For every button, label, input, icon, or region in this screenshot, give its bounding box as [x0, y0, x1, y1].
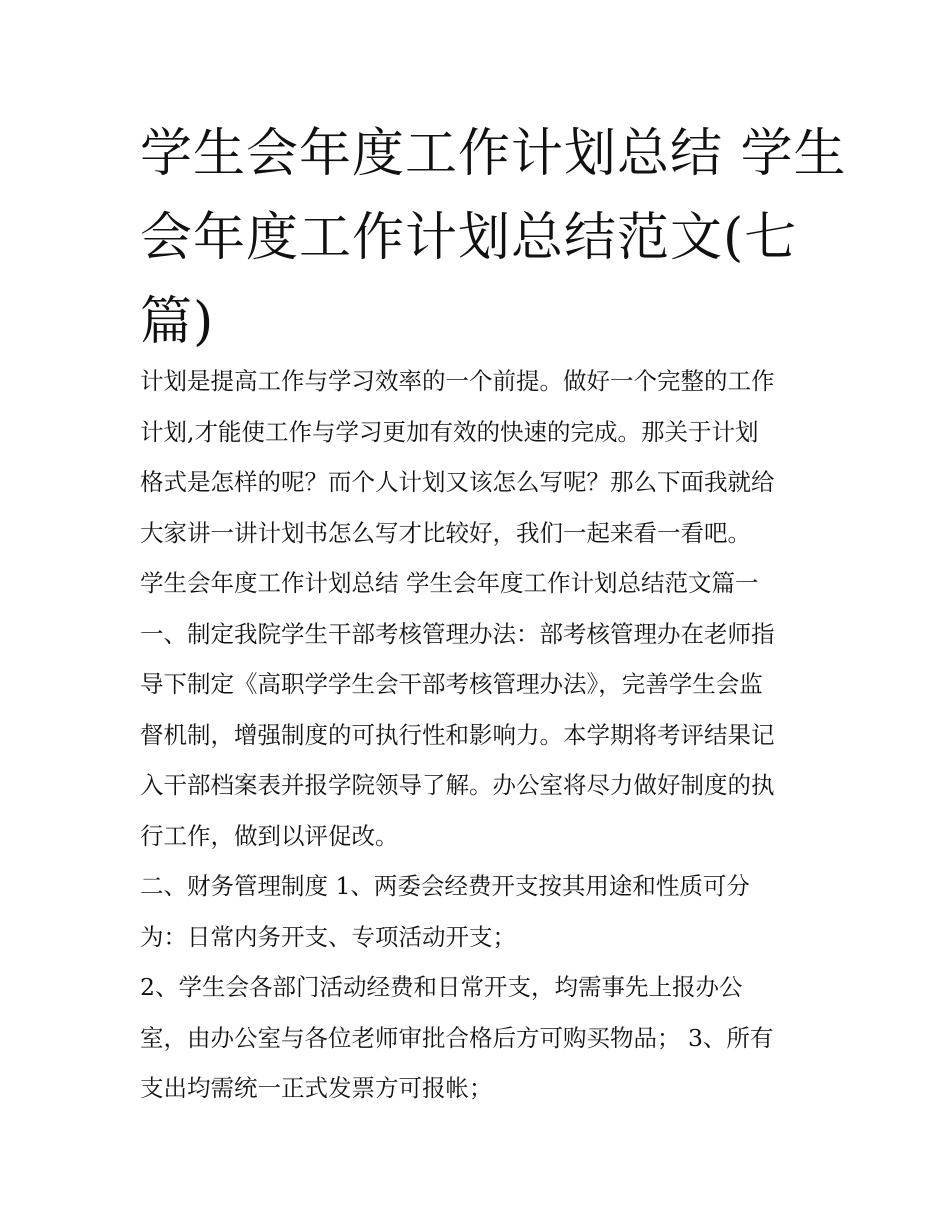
body-line: 计划,才能使工作与学习更加有效的快速的完成。那关于计划 [140, 417, 759, 446]
body-line: 导下制定《高职学学生会干部考核管理办法》，完善学生会监 [140, 670, 763, 698]
body-line: 入干部档案表并报学院领导了解。办公室将尽力做好制度的执 [140, 771, 775, 799]
body-line: 督机制，增强制度的可执行性和影响力。本学期将考评结果记 [140, 720, 775, 749]
body-line: 行工作，做到以评促改。 [140, 821, 399, 850]
body-line: 支出均需统一正式发票方可报帐； [140, 1074, 493, 1102]
document-body [140, 356, 820, 1114]
body-line: 一、制定我院学生干部考核管理办法：部考核管理办在老师指 [140, 619, 775, 648]
document-title [140, 112, 847, 364]
body-line: 计划是提高工作与学习效率的一个前提。做好一个完整的工作 [140, 367, 775, 395]
body-line: 二、财务管理制度 1、两委会经费开支按其用途和性质可分 [140, 872, 750, 900]
body-line: 为：日常内务开支、专项活动开支； [140, 922, 516, 951]
section-heading-line: 学生会年度工作计划总结 学生会年度工作计划总结范文篇一 [140, 569, 759, 597]
title-line: 篇) [140, 292, 215, 352]
body-line: 大家讲一讲计划书怎么写才比较好，我们一起来看一看吧。 [140, 518, 751, 547]
body-line: 格式是怎样的呢？而个人计划又该怎么写呢？那么下面我就给 [140, 468, 775, 496]
title-line: 会年度工作计划总结范文(七 [140, 208, 798, 268]
title-line: 学生会年度工作计划总结 学生 [140, 124, 847, 184]
body-line: 室，由办公室与各位老师审批合格后方可购买物品； 3、所有 [140, 1023, 774, 1052]
body-line: 2、学生会各部门活动经费和日常开支，均需事先上报办公 [140, 973, 743, 1001]
